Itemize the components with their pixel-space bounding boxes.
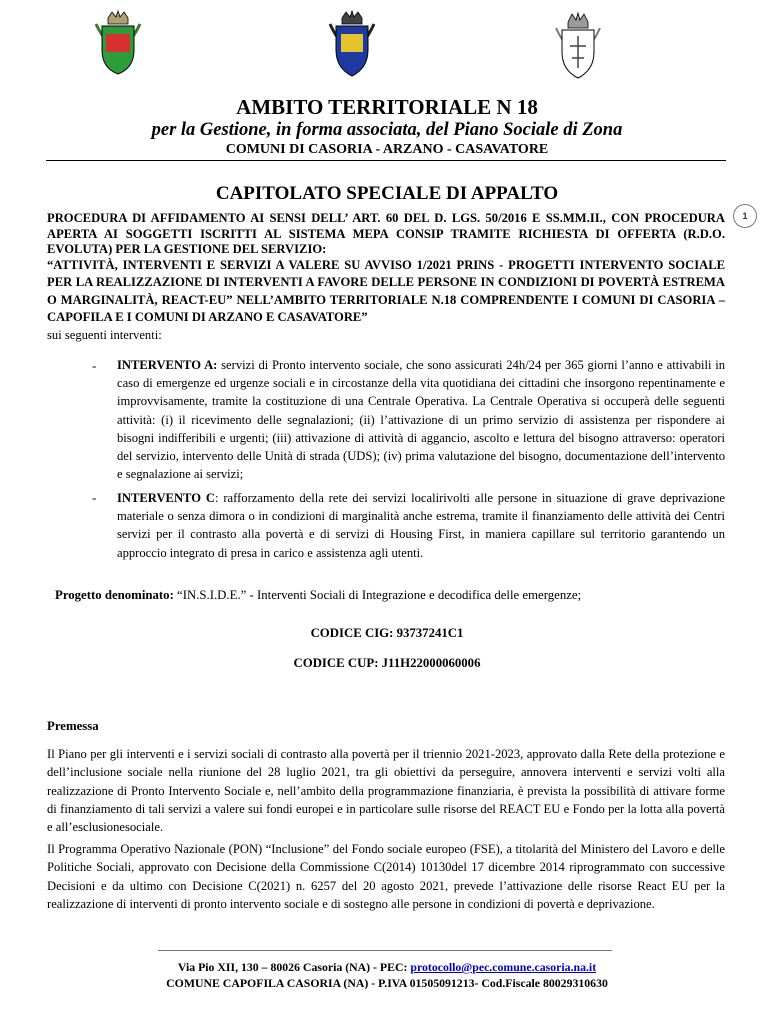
footer-address-text: Via Pio XII, 130 – 80026 Casoria (NA) - PEC:	[177, 960, 411, 974]
footer-address	[48, 960, 726, 975]
cig-code: CODICE CIG: 93737241C1	[310, 626, 464, 640]
procedure-text: PROCEDURA DI AFFIDAMENTO AI SENSI DELL’ ART. 60 DEL D. LGS. 50/2016 E SS.MM.II., CON PROCEDURA APERTA AI SOGGETTI ISCRITTI AL SISTEMA MEPA CONSIP TRAMITE RICHIESTA DI OFFERTA (R.D.O. EVOLUTA) PER LA GESTIONE DEL SERVIZIO:	[47, 211, 725, 257]
page-number-badge: 1	[733, 204, 757, 228]
coat-of-arms-arzano-icon	[324, 10, 380, 84]
lead-text: sui seguenti interventi:	[47, 328, 162, 342]
cup-code: CODICE CUP: J11H22000060006	[293, 656, 481, 670]
service-text: “ATTIVITÀ, INTERVENTI E SERVIZI A VALERE SU AVVISO 1/2021 PRINS - PROGETTI INTERVENTO SOCIALE PER LA REALIZZAZIONE DI INTERVENTI A FAVORE DELLE PERSONE IN CONDIZIONI DI POVERTÀ ESTREMA O MARGINALITÀ, REACT-EU” NELL’AMBITO TERRITORIALE N.18 COMPRENDENTE I COMUNI DI CASORIA – CAPOFILA E I COMUNI DI ARZANO E CASAVATORE”	[47, 258, 725, 325]
intervention-a-text: servizi di Pronto intervento sociale, che sono assicurati 24h/24 per 365 giorni l’anno e attivabili in caso di emergenze ed urgenze sociali e in circostanze della vita quotidiana dei cittadini che insorgono repentinamente e improvvisamente, tramite la costituzione di una Centrale Operativa. La Centrale Operativa si occuperà delle seguenti attività: (i) il ricevimento delle segnalazioni; (ii) l’attivazione di un primo servizio di assistenza per rispondere ai bisogni indifferibili e urgenti; (iii) attivazione di attività di aggancio, ascolto e lettura del bisogno attraverso: operatori del servizio, intervento delle Unità di strada (UDS); (iv) prima valutazione del bisogno, documentazione dell’intervento e segnalazione ai servizi;	[117, 358, 726, 482]
premessa-paragraph: Il Programma Operativo Nazionale (PON) “Inclusione” del Fondo sociale europeo (FSE), a titolarità del Ministero del Lavoro e delle Politiche Sociali, approvato con Decisione della Commissione C(2014) 10130del 17 dicembre 2014 riprogrammato con successive Decisioni e da ultimo con Decisione C(2021) n. 6257 del 20 agosto 2021, prevede l’attivazione delle risorse React EU per la realizzazione di interventi di pronto intervento sociale e di sostegno alle persone in condizioni di povertà e deprivazione.	[47, 842, 725, 911]
intervention-c	[117, 489, 725, 562]
project-line	[55, 588, 725, 603]
pec-email-link[interactable]: protocollo@pec.comune.casoria.na.it	[410, 960, 597, 974]
premessa-paragraph: Il Piano per gli interventi e i servizi sociali di contrasto alla povertà per il triennio 2021-2023, approvato dalla Rete della protezione e dell’inclusione sociale nella riunione del 28 luglio 2021, tra gli obiettivi da perseguire, annovera interventi e servizi volti alla realizzazione di Pronto Intervento Sociale e, nell’ambito della programmazione finanziaria, è prevista la possibilità di attivare forme di finanziamento di tali servizi a valere sui fondi europei e in particolare sulle risorse del REACT EU e Fondo per la lotta alla povertà e all’esclusionesociale.	[47, 747, 725, 835]
intervention-a-label: INTERVENTO A:	[117, 358, 218, 372]
header-comuni: COMUNI DI CASORIA - ARZANO - CASAVATORE	[225, 142, 549, 157]
premessa-heading: Premessa	[47, 719, 99, 733]
intervention-c-text: : rafforzamento della rete dei servizi localirivolti alle persone in situazione di grave deprivazione materiale o senza dimora o in condizioni di marginalità anche estrema, tramite il finanziamento delle attività dei Centri servizi per il contrasto alla povertà e di servizi di Housing First, in maniera capillare sul territorio garantendo un approccio integrato di presa in carico e assistenza agli utenti.	[117, 491, 726, 560]
header-title: AMBITO TERRITORIALE N 18	[236, 95, 538, 119]
document-title: CAPITOLATO SPECIALE DI APPALTO	[215, 183, 559, 204]
coat-of-arms-casoria-icon	[88, 10, 148, 82]
list-dash: -	[92, 358, 97, 373]
header-divider	[46, 160, 726, 161]
project-label: Progetto denominato:	[55, 588, 174, 602]
intervention-c-label: INTERVENTO C	[117, 491, 215, 505]
project-text: “IN.S.I.D.E.” - Interventi Sociali di Integrazione e decodifica delle emergenze;	[173, 588, 582, 602]
intervention-a	[117, 356, 725, 483]
footer-fiscal: COMUNE CAPOFILA CASORIA (NA) - P.IVA 01505091213- Cod.Fiscale 80029310630	[166, 976, 608, 990]
coat-of-arms-casavatore-icon	[550, 10, 606, 84]
footer-divider	[158, 950, 612, 951]
list-dash: -	[92, 490, 97, 505]
header-subtitle: per la Gestione, in forma associata, del Piano Sociale di Zona	[151, 120, 623, 140]
